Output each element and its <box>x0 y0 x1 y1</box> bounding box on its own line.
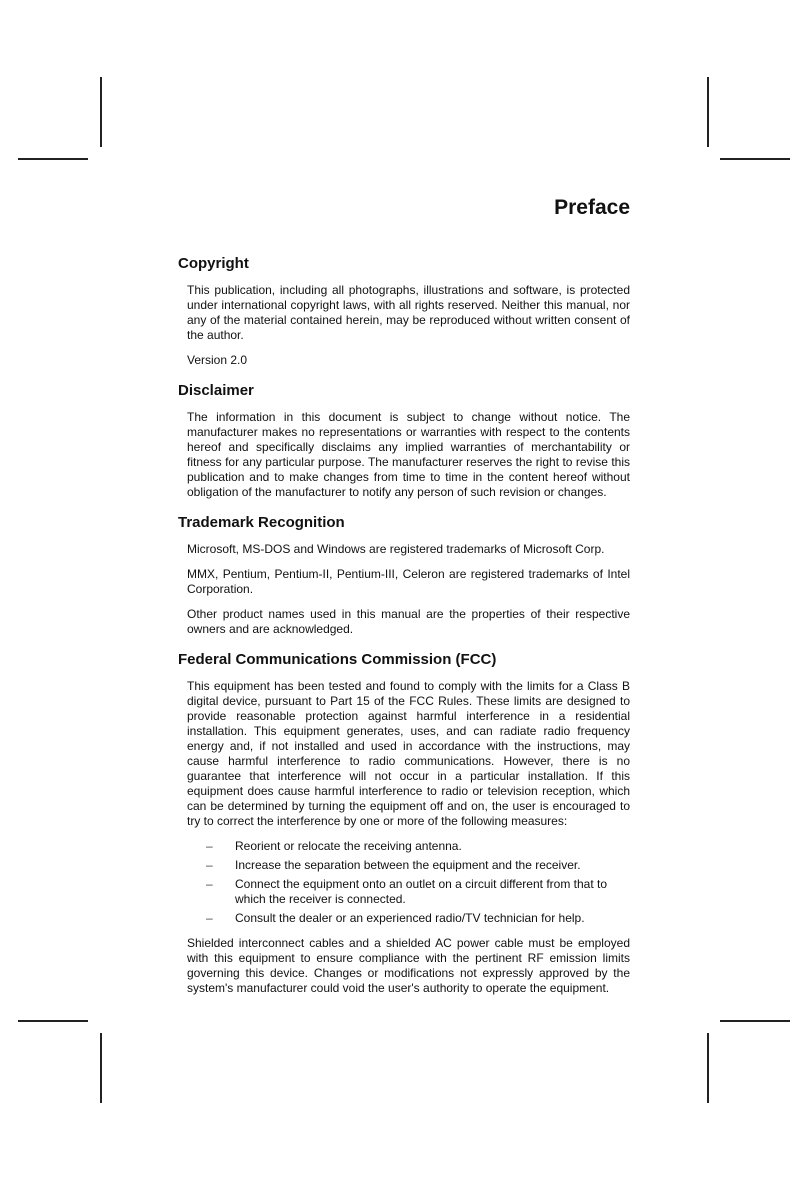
crop-mark-bottom-left-vertical <box>100 1033 102 1103</box>
measure-text: Increase the separation between the equipment and the receiver. <box>235 858 581 872</box>
dash-marker: – <box>206 911 213 925</box>
crop-mark-top-right-horizontal <box>720 158 790 160</box>
crop-mark-bottom-right-horizontal <box>720 1020 790 1022</box>
measure-text: Connect the equipment onto an outlet on a circuit different from that to which the receiver is connected. <box>235 877 608 906</box>
crop-mark-top-right-vertical <box>707 77 709 147</box>
heading-copyright: Copyright <box>178 255 249 272</box>
heading-disclaimer: Disclaimer <box>178 382 254 399</box>
dash-marker: – <box>206 877 213 891</box>
dash-marker: – <box>206 839 213 853</box>
fcc-measures-list <box>178 839 630 926</box>
copyright-paragraph: This publication, including all photographs, illustrations and software, is protected under international copyright laws, with all rights reserved. Neither this manual, nor any of the material contained herein, may be reproduced without written consent of the author. <box>187 283 630 342</box>
section-trademark <box>178 514 630 637</box>
disclaimer-paragraph: The information in this document is subject to change without notice. The manufacturer makes no representations or warranties with respect to the contents hereof and specifically disclaims any implied warranties of merchantability or fitness for any particular purpose. The manufacturer reserves the right to revise this publication and to make changes from time to time in the content hereof without obligation of the manufacturer to notify any person of such revision or changes. <box>187 410 630 499</box>
measure-text: Consult the dealer or an experienced radio/TV technician for help. <box>235 911 585 925</box>
list-item <box>206 858 630 873</box>
list-item <box>206 877 630 907</box>
heading-fcc: Federal Communications Commission (FCC) <box>178 651 497 668</box>
crop-mark-bottom-right-vertical <box>707 1033 709 1103</box>
fcc-shielding-paragraph: Shielded interconnect cables and a shielded AC power cable must be employed with this equipment to ensure compliance with the pertinent RF emission limits governing this device. Changes or modifications not expressly approved by the system's manufacturer could void the user's authority to operate the equipment. <box>187 936 630 995</box>
crop-mark-bottom-left-horizontal <box>18 1020 88 1022</box>
heading-trademark: Trademark Recognition <box>178 514 345 531</box>
page-content <box>178 255 630 1010</box>
list-item <box>206 839 630 854</box>
version-text: Version 2.0 <box>187 353 248 367</box>
fcc-paragraph: This equipment has been tested and found to comply with the limits for a Class B digital device, pursuant to Part 15 of the FCC Rules. These limits are designed to provide reasonable protection against harmful interference in a residential installation. This equipment generates, uses, and can radiate radio frequency energy and, if not installed and used in accordance with the instructions, may cause harmful interference to radio communications. However, there is no guarantee that interference will not occur in a particular installation. If this equipment does cause harmful interference to radio or television reception, which can be determined by turning the equipment off and on, the user is encouraged to try to correct the interference by one or more of the following measures: <box>187 679 630 828</box>
dash-marker: – <box>206 858 213 872</box>
section-copyright <box>178 255 630 368</box>
section-fcc <box>178 651 630 996</box>
trademark-paragraph-microsoft: Microsoft, MS-DOS and Windows are registered trademarks of Microsoft Corp. <box>187 542 605 556</box>
trademark-paragraph-other: Other product names used in this manual are the properties of their respective owners and are acknowledged. <box>187 607 630 636</box>
page-title: Preface <box>554 196 630 219</box>
crop-mark-top-left-vertical <box>100 77 102 147</box>
section-disclaimer <box>178 382 630 500</box>
measure-text: Reorient or relocate the receiving antenna. <box>235 839 462 853</box>
list-item <box>206 911 630 926</box>
trademark-paragraph-intel: MMX, Pentium, Pentium-II, Pentium-III, Celeron are registered trademarks of Intel Corporation. <box>187 567 630 596</box>
crop-mark-top-left-horizontal <box>18 158 88 160</box>
